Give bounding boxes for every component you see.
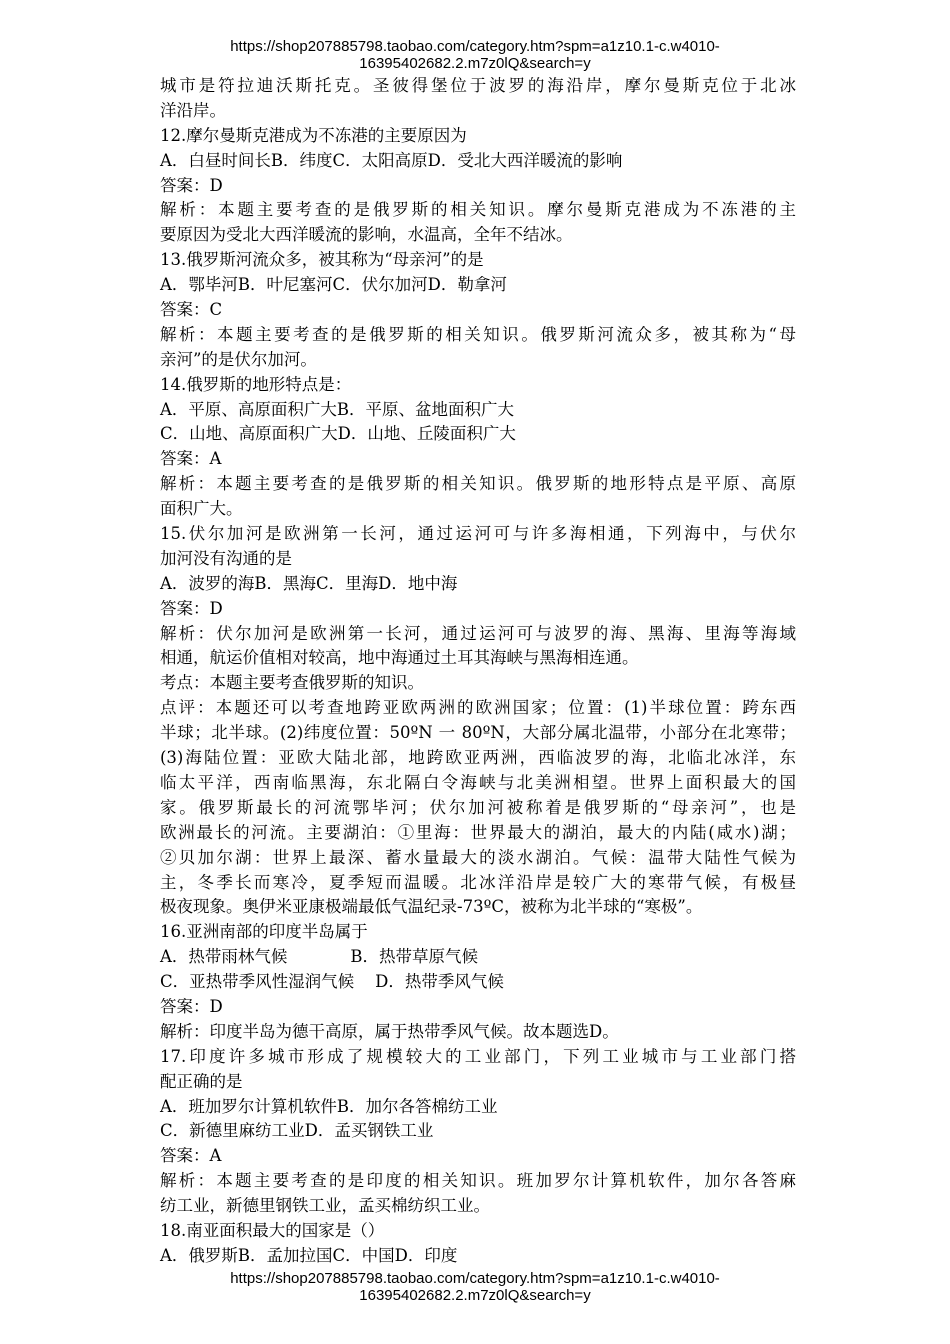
footer-url-line-2[interactable]: 16395402682.2.m7z0lQ&search=y (359, 1287, 591, 1304)
text-line: 解析：本题主要考查的是俄罗斯的相关知识。摩尔曼斯克港成为不冻港的主 (160, 200, 796, 220)
text-line: 解析：印度半岛为德干高原，属于热带季风气候。故本题选D。 (160, 1021, 619, 1041)
text-line: C．山地、高原面积广大D．山地、丘陵面积广大 (160, 424, 516, 444)
text-line: 要原因为受北大西洋暖流的影响，水温高，全年不结冰。 (160, 225, 573, 245)
text-line: A．班加罗尔计算机软件B．加尔各答棉纺工业 (160, 1096, 498, 1116)
text-line: 面积广大。 (160, 499, 243, 519)
text-line: A．白昼时间长B．纬度C．太阳高原D．受北大西洋暖流的影响 (160, 150, 623, 170)
text-line: 答案：A (160, 449, 222, 469)
text-line: A．平原、高原面积广大B．平原、盆地面积广大 (160, 399, 515, 419)
text-line: 17.印度许多城市形成了规模较大的工业部门，下列工业城市与工业部门搭 (160, 1046, 796, 1066)
text-line: 点评：本题还可以考查地跨亚欧两洲的欧洲国家；位置：(1)半球位置：跨东西 (160, 698, 796, 718)
text-line: A．鄂毕河B．叶尼塞河C．伏尔加河D．勒拿河 (160, 275, 507, 295)
text-line: (3)海陆位置：亚欧大陆北部，地跨欧亚两洲，西临波罗的海，北临北冰洋，东 (160, 748, 796, 768)
text-line: 家。俄罗斯最长的河流鄂毕河；伏尔加河被称着是俄罗斯的“母亲河”，也是 (160, 797, 796, 817)
text-line: 临太平洋，西南临黑海，东北隔白令海峡与北美洲相望。世界上面积最大的国 (160, 772, 796, 792)
page-footer (0, 1270, 950, 1304)
text-line: 13.俄罗斯河流众多，被其称为“母亲河”的是 (160, 250, 484, 270)
text-line: 纺工业，新德里钢铁工业，孟买棉纺织工业。 (160, 1196, 490, 1216)
page-header (0, 38, 950, 72)
text-line: 主，冬季长而寒冷，夏季短而温暖。北冰洋沿岸是较广大的寒带气候，有极昼 (160, 872, 796, 892)
document-body (160, 74, 796, 1269)
text-line: 答案：D (160, 175, 223, 195)
text-line: 欧洲最长的河流。主要湖泊：①里海：世界最大的湖泊，最大的内陆(咸水)湖； (160, 822, 796, 842)
text-line: 半球；北半球。(2)纬度位置：50ºN 一 80ºN，大部分属北温带，小部分在北寒带； (160, 723, 796, 743)
text-line: C．新德里麻纺工业D．孟买钢铁工业 (160, 1121, 434, 1141)
text-line: 亲河”的是伏尔加河。 (160, 349, 317, 369)
text-line: 14.俄罗斯的地形特点是： (160, 374, 352, 394)
text-line: A．波罗的海B．黑海C．里海D．地中海 (160, 573, 458, 593)
header-url-line-2[interactable]: 16395402682.2.m7z0lQ&search=y (359, 55, 591, 72)
text-line: 解析：伏尔加河是欧洲第一长河，通过运河可与波罗的海、黑海、里海等海域 (160, 623, 796, 643)
text-line: 解析：本题主要考查的是俄罗斯的相关知识。俄罗斯的地形特点是平原、高原 (160, 474, 796, 494)
text-line: 洋沿岸。 (160, 100, 226, 120)
text-line: 16.亚洲南部的印度半岛属于 (160, 922, 368, 942)
text-line: ②贝加尔湖：世界上最深、蓄水量最大的淡水湖泊。气候：温带大陆性气候为 (160, 847, 796, 867)
text-line: 配正确的是 (160, 1071, 243, 1091)
text-line: 答案：D (160, 996, 223, 1016)
text-line: 答案：C (160, 300, 223, 320)
header-url-line-1[interactable]: https://shop207885798.taobao.com/category.htm?spm=a1z10.1-c.w4010- (230, 38, 720, 55)
footer-url-line-1[interactable]: https://shop207885798.taobao.com/category.htm?spm=a1z10.1-c.w4010- (230, 1270, 720, 1287)
text-line: 加河没有沟通的是 (160, 548, 292, 568)
text-line: 相通，航运价值相对较高，地中海通过土耳其海峡与黑海相连通。 (160, 648, 639, 668)
text-line: A．俄罗斯B．孟加拉国C．中国D．印度 (160, 1245, 458, 1265)
text-line: C．亚热带季风性湿润气候 D．热带季风气候 (160, 972, 504, 992)
text-line: 答案：D (160, 598, 223, 618)
text-line: 15.伏尔加河是欧洲第一长河，通过运河可与许多海相通，下列海中，与伏尔 (160, 524, 796, 544)
text-line: 18.南亚面积最大的国家是（） (160, 1220, 385, 1240)
text-line: 极夜现象。奥伊米亚康极端最低气温纪录-73ºC，被称为北半球的“寒极”。 (160, 897, 703, 917)
text-line: 12.摩尔曼斯克港成为不冻港的主要原因为 (160, 125, 467, 145)
text-line: 考点：本题主要考查俄罗斯的知识。 (160, 673, 424, 693)
text-line: 解析：本题主要考查的是印度的相关知识。班加罗尔计算机软件，加尔各答麻 (160, 1171, 796, 1191)
text-line: 城市是符拉迪沃斯托克。圣彼得堡位于波罗的海沿岸，摩尔曼斯克位于北冰 (160, 76, 796, 95)
text-line: 解析：本题主要考查的是俄罗斯的相关知识。俄罗斯河流众多，被其称为“母 (160, 324, 796, 344)
text-line: A．热带雨林气候 B．热带草原气候 (160, 947, 478, 967)
text-line: 答案：A (160, 1146, 222, 1166)
